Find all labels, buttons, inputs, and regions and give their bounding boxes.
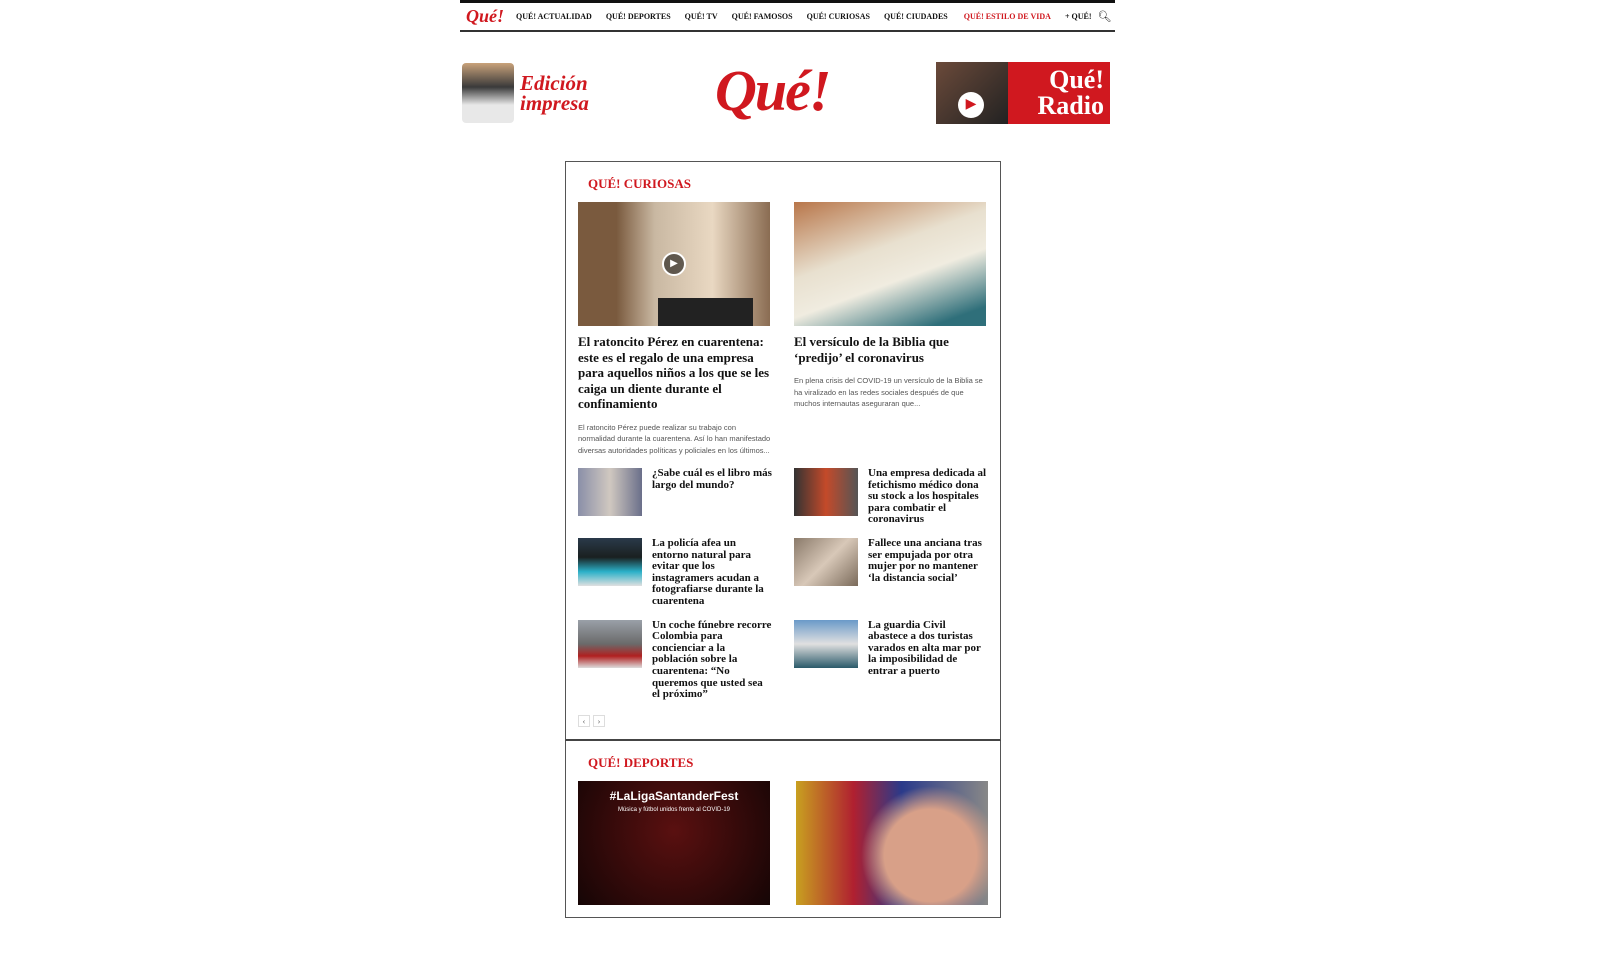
list-item-title[interactable]: La policía afea un entorno natural para evitar que los instagramers acudan a fotografiarse durante la cuarentena xyxy=(652,536,764,607)
featured-excerpt: En plena crisis del COVID-19 un versículo de la Biblia se ha viralizado en las redes sociales después de que muchos internautas aseguraran que... xyxy=(794,376,983,408)
list-item-title[interactable]: Un coche fúnebre recorre Colombia para concienciar a la población sobre la cuarentena: “No queremos que usted sea el próximo” xyxy=(652,618,772,701)
featured-image-child[interactable] xyxy=(578,202,770,326)
featured-image-bible[interactable] xyxy=(794,202,986,326)
que-radio-banner[interactable] xyxy=(936,62,1110,124)
edicion-impresa-label: Edición impresa xyxy=(520,71,589,115)
nav-item-famosos[interactable]: QUÉ! FAMOSOS xyxy=(731,12,793,21)
thumbnail xyxy=(578,468,642,516)
featured-article xyxy=(794,202,988,456)
thumbnail xyxy=(794,620,858,668)
list-item-title[interactable]: Fallece una anciana tras ser empujada por otra mujer por no mantener ‘la distancia social’ xyxy=(868,536,982,584)
nav-item-mas[interactable]: + QUÉ! xyxy=(1064,12,1092,21)
deportes-section xyxy=(565,741,1001,918)
video-play-icon[interactable]: ▶ xyxy=(662,252,686,276)
top-nav xyxy=(460,0,1115,32)
main-logo[interactable]: Qué! xyxy=(715,58,830,123)
list-item[interactable] xyxy=(578,468,772,526)
phone-image xyxy=(658,298,753,326)
section-title[interactable]: QUÉ! DEPORTES xyxy=(588,754,694,770)
newspaper-reader-image xyxy=(462,63,514,123)
laliga-fest-title: #LaLigaSantanderFest xyxy=(609,788,739,803)
featured-headline[interactable]: El versículo de la Biblia que ‘predijo’ el coronavirus xyxy=(794,334,949,365)
featured-excerpt: El ratoncito Pérez puede realizar su trabajo con normalidad durante la cuarentena. Así lo han manifestado diversas autoridades políticas y policiales en los últimos... xyxy=(578,422,771,455)
list-item[interactable] xyxy=(794,620,988,701)
radio-photo xyxy=(936,62,1008,124)
thumbnail xyxy=(578,538,642,586)
nav-item-tv[interactable]: QUÉ! TV xyxy=(684,12,718,21)
list-item[interactable] xyxy=(794,538,988,608)
thumbnail xyxy=(794,468,858,516)
que-radio-label: Qué! Radio xyxy=(1037,65,1104,120)
content-column xyxy=(565,161,1001,918)
nav-item-estilo-de-vida[interactable]: QUÉ! ESTILO DE VIDA xyxy=(963,12,1051,21)
list-item[interactable] xyxy=(794,468,988,526)
nav-item-deportes[interactable]: QUÉ! DEPORTES xyxy=(605,12,671,21)
pagination xyxy=(578,715,988,727)
laliga-fest-image[interactable] xyxy=(578,781,770,905)
list-item[interactable] xyxy=(578,620,772,701)
next-page-button[interactable]: › xyxy=(593,715,605,727)
section-title[interactable]: QUÉ! CURIOSAS xyxy=(588,176,691,191)
nav-item-curiosas[interactable]: QUÉ! CURIOSAS xyxy=(806,12,870,21)
nav-item-ciudades[interactable]: QUÉ! CIUDADES xyxy=(883,12,948,21)
play-icon: ▶ xyxy=(958,92,984,118)
thumbnail xyxy=(794,538,858,586)
featured-headline[interactable]: El ratoncito Pérez en cuarentena: este es el regalo de una empresa para aquellos niños a los que se les caiga un diente durante el confinamiento xyxy=(578,334,770,411)
list-item[interactable] xyxy=(578,538,772,608)
search-icon[interactable]: 🔍︎ xyxy=(1097,11,1112,23)
bartomeu-image[interactable] xyxy=(796,781,988,905)
featured-article xyxy=(578,202,772,456)
nav-item-actualidad[interactable]: QUÉ! ACTUALIDAD xyxy=(516,12,592,21)
curiosas-section xyxy=(565,161,1001,741)
prev-page-button[interactable]: ‹ xyxy=(578,715,590,727)
list-item-title[interactable]: La guardia Civil abastece a dos turistas varados en alta mar por la imposibilidad de entrar a puerto xyxy=(868,618,981,677)
edicion-impresa-banner[interactable] xyxy=(462,62,632,124)
thumbnail xyxy=(578,620,642,668)
laliga-fest-subtitle: Música y fútbol unidos frente al COVID-19 xyxy=(617,806,731,813)
list-item-title[interactable]: Una empresa dedicada al fetichismo médico dona su stock a los hospitales para combatir el coronavirus xyxy=(868,467,987,526)
nav-logo[interactable]: Qué! xyxy=(466,6,505,26)
list-item-title[interactable]: ¿Sabe cuál es el libro más largo del mundo? xyxy=(652,467,772,491)
